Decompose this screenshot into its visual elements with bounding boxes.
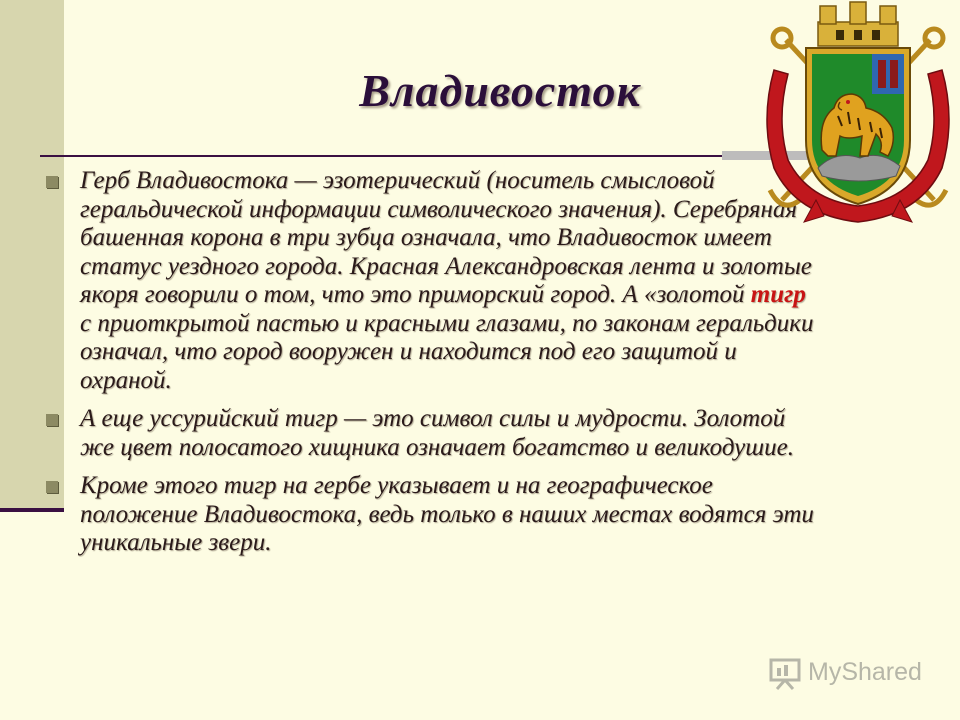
bullet-1-text-end: с приоткрытой пастью и красными глазами, по законам геральдики означал, что город вооружен и находится под его защитой и охраной. xyxy=(80,309,814,394)
bullet-2-text: А еще уссурийский тигр — это символ силы и мудрости. Золотой же цвет полосатого хищника означает богатство и великодушие. xyxy=(80,405,794,461)
highlighted-word-tiger: тигр xyxy=(750,281,806,308)
tower-crown-icon xyxy=(818,2,898,46)
bullet-square-icon xyxy=(46,176,58,188)
bullet-square-icon xyxy=(46,414,58,426)
title-divider xyxy=(40,155,780,157)
vladivostok-coat-of-arms-icon xyxy=(756,0,960,230)
watermark-text: MyShared xyxy=(808,658,922,686)
presentation-board-icon xyxy=(768,656,802,690)
bullet-item-2 xyxy=(40,405,820,462)
myshared-watermark xyxy=(768,656,928,692)
bullet-item-3 xyxy=(40,472,820,558)
bullet-square-icon xyxy=(46,481,58,493)
bullet-1-text: Герб Владивостока — эзотерический (носитель смысловой геральдической информации символического значения). Серебряная башенная корона в три зубца означала, что Владивосток имеет статус уездного города. Красная Александровская лента и золотые якоря говорили о том, что это приморский город. А «золотой xyxy=(80,167,812,308)
slide-body xyxy=(40,167,820,568)
slide-title: Владивосток xyxy=(359,65,641,116)
bullet-3-text: Кроме этого тигр на гербе указывает и на географическое положение Владивостока, ведь только в наших местах водятся эти уникальные звери. xyxy=(80,472,814,556)
bullet-item-1 xyxy=(40,167,820,395)
